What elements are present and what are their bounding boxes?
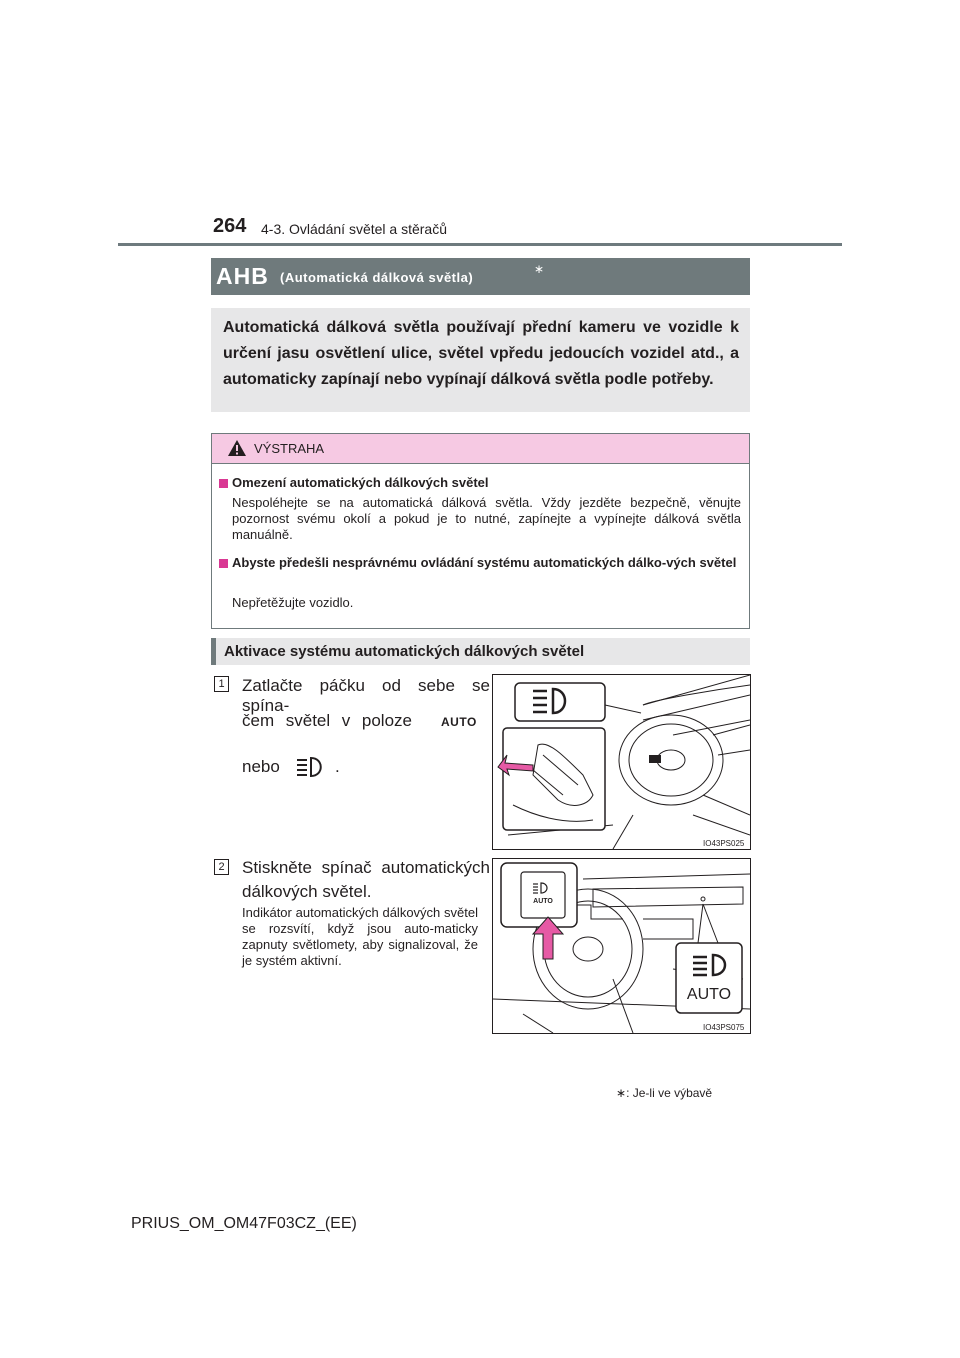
footnote-text: : Je-li ve výbavě [626, 1086, 713, 1100]
subsection-heading [211, 638, 750, 665]
section-title-bar [211, 258, 750, 295]
warning-title: VÝSTRAHA [254, 441, 325, 456]
step-1-period: . [335, 757, 340, 776]
footnote [616, 1086, 712, 1100]
section-subtitle: (Automatická dálková světla) [280, 270, 474, 285]
header-divider [118, 243, 842, 246]
step-1-text-line-2: čem světel v poloze [242, 711, 412, 730]
figure-auto-high-beam-switch [492, 858, 751, 1034]
warning-item-heading: Omezení automatických dálkových světel [232, 475, 489, 490]
optional-equipment-marker: ∗ [534, 262, 545, 276]
figure-headlight-lever [492, 674, 751, 850]
warning-item-heading: Abyste předešli nesprávnému ovládání systému automatických dálko-vých světel [232, 555, 737, 570]
footnote-marker: ∗ [616, 1086, 627, 1100]
step-2-text: Stiskněte spínač automatických dálkových světel. [242, 858, 490, 901]
step-1-text-line-1: Zatlačte páčku od sebe se spína- [242, 676, 490, 715]
bullet-square-icon [219, 479, 228, 488]
figure-code: IO43PS075 [703, 1023, 745, 1032]
warning-item-body: Nespoléhejte se na automatická dálková světla. Vždy jezděte bezpečně, věnujte pozornost svému okolí a pokud je to nutné, zapínejte a vypínejte dálková světla manuálně. [232, 495, 741, 542]
lever-illustration [493, 675, 750, 849]
intro-box [211, 308, 750, 412]
section-title: AHB [216, 263, 269, 289]
intro-text: Automatická dálková světla používají přední kameru ve vozidle k určení jasu osvětlení ulice, světel vpředu jedoucích vozidel atd., a automaticky zapínají nebo vypínají dálková světla podle potřeby. [223, 319, 739, 388]
callout-auto-label: AUTO [686, 986, 732, 1003]
document-id: PRIUS_OM_OM47F03CZ_(EE) [131, 1215, 357, 1232]
auto-position-symbol: AUTO [441, 715, 477, 729]
warning-header [212, 434, 749, 464]
bullet-square-icon [219, 559, 228, 568]
switch-auto-label: AUTO [533, 898, 553, 905]
subsection-title: Aktivace systému automatických dálkových světel [224, 643, 585, 660]
dashboard-illustration [493, 859, 750, 1033]
page-number: 264 [213, 215, 247, 237]
warning-triangle-icon [227, 439, 247, 457]
step-1-text-line-3: nebo [242, 757, 280, 776]
step-number-2: 2 [214, 859, 229, 875]
warning-item-body: Nepřetěžujte vozidlo. [232, 595, 354, 610]
section-reference: 4-3. Ovládání světel a stěračů [261, 221, 447, 237]
figure-code: IO43PS025 [703, 839, 745, 848]
warning-box [211, 433, 750, 629]
step-number-1: 1 [214, 676, 229, 692]
step-2-note: Indikátor automatických dálkových světel se rozsvítí, když jsou auto-maticky zapnuty světlomety, aby signalizoval, že je systém aktivní. [242, 905, 478, 968]
headlight-icon [295, 755, 327, 779]
